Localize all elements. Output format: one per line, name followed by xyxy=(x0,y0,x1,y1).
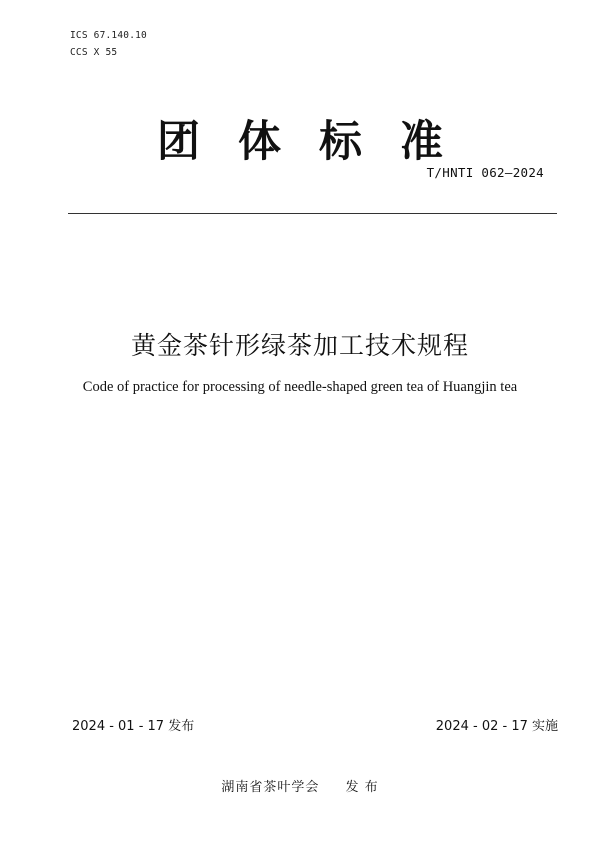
document-title-chinese: 黄金茶针形绿茶加工技术规程 xyxy=(130,331,469,360)
ccs-code: CCS X 55 xyxy=(70,47,118,58)
issuer-name: 湖南省茶叶学会 xyxy=(221,780,320,795)
standard-type-heading: 团体标准 xyxy=(157,117,481,167)
publish-date: 2024 - 01 - 17 发布 xyxy=(72,719,195,734)
issuer-line xyxy=(0,776,600,795)
implement-date: 2024 - 02 - 17 实施 xyxy=(435,719,558,734)
document-title-english: Code of practice for processing of needle-shaped green tea of Huangjin tea xyxy=(82,379,518,395)
issuer-action: 发 布 xyxy=(345,780,379,795)
ics-code: ICS 67.140.10 xyxy=(70,30,147,41)
standard-number: T/HNTI 062—2024 xyxy=(426,165,544,180)
header-divider xyxy=(68,213,557,214)
